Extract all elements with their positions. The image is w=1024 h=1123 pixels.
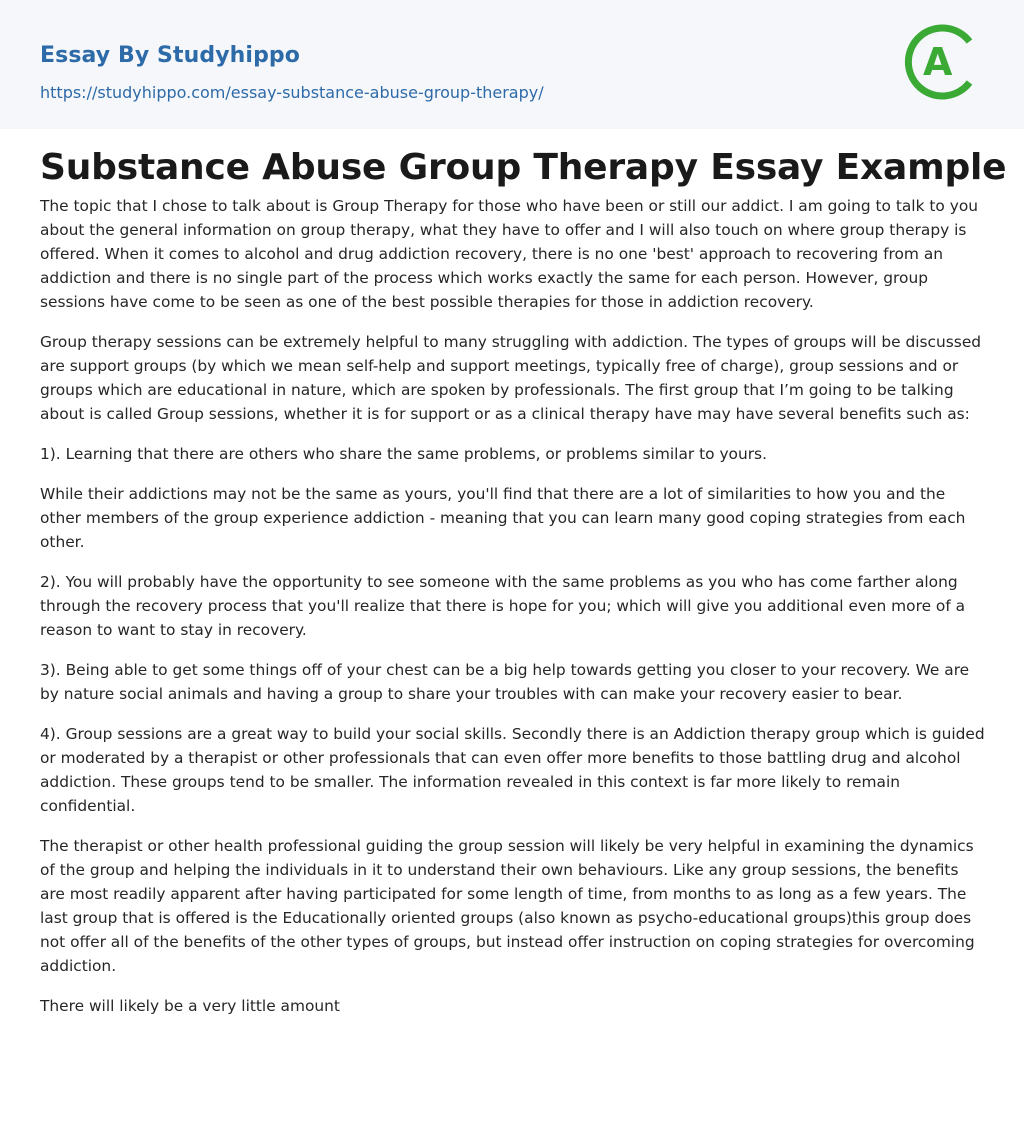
essay-paragraph: 4). Group sessions are a great way to build your social skills. Secondly there is an Addiction therapy group which is guided or moderated by a therapist or other professionals that can even offer more benefits to those battling drug and alcohol addiction. These groups tend to be smaller. The information revealed in this context is far more likely to remain confidential. <box>40 725 985 815</box>
logo-letter: A <box>923 40 953 84</box>
essay-paragraph: The topic that I chose to talk about is Group Therapy for those who have been or still our addict. I am going to talk to you about the general information on group therapy, what they have to offer and I will also touch on where group therapy is offered. When it comes to alcohol and drug addiction recovery, there is no one 'best' approach to recovering from an addiction and there is no single part of the process which works exactly the same for each person. However, group sessions have come to be seen as one of the best possible therapies for those in addiction recovery. <box>40 197 978 311</box>
brand-title[interactable]: Essay By Studyhippo <box>40 43 300 68</box>
essay-paragraph: 3). Being able to get some things off of your chest can be a big help towards getting you closer to your recovery. We are by nature social animals and having a group to share your troubles with can make your recovery easier to bear. <box>40 661 970 703</box>
page-header <box>0 0 1024 129</box>
essay-paragraph: There will likely be a very little amount <box>40 997 340 1015</box>
essay-paragraph: While their addictions may not be the same as yours, you'll find that there are a lot of similarities to how you and the other members of the group experience addiction - meaning that you can learn many good coping strategies from each other. <box>40 485 966 551</box>
essay-paragraph: Group therapy sessions can be extremely helpful to many struggling with addiction. The types of groups will be discussed are support groups (by which we mean self-help and support meetings, typically free of charge), group sessions and or groups which are educational in nature, which are spoken by professionals. The first group that I’m going to be talking about is called Group sessions, whether it is for support or as a clinical therapy have may have several benefits such as: <box>40 333 982 423</box>
essay-paragraph: 2). You will probably have the opportunity to see someone with the same problems as you who has come farther along through the recovery process that you'll realize that there is hope for you; which will give you additional even more of a reason to want to stay in recovery. <box>40 573 966 639</box>
essay-title: Substance Abuse Group Therapy Essay Example <box>40 147 1007 188</box>
source-url-link[interactable]: https://studyhippo.com/essay-substance-abuse-group-therapy/ <box>40 83 544 102</box>
essay-paragraph: The therapist or other health professional guiding the group session will likely be very helpful in examining the dynamics of the group and helping the individuals in it to understand their own behaviours. Like any group sessions, the benefits are most readily apparent after having participated for some length of time, from months to as long as a few years. The last group that is offered is the Educationally oriented groups (also known as psycho-educational groups)this group does not offer all of the benefits of the other types of groups, but instead offer instruction on coping strategies for overcoming addiction. <box>40 837 975 975</box>
essay-paragraph: 1). Learning that there are others who share the same problems, or problems similar to yours. <box>40 445 767 463</box>
studyhippo-logo-icon[interactable] <box>899 19 985 105</box>
essay-body <box>40 194 986 1034</box>
